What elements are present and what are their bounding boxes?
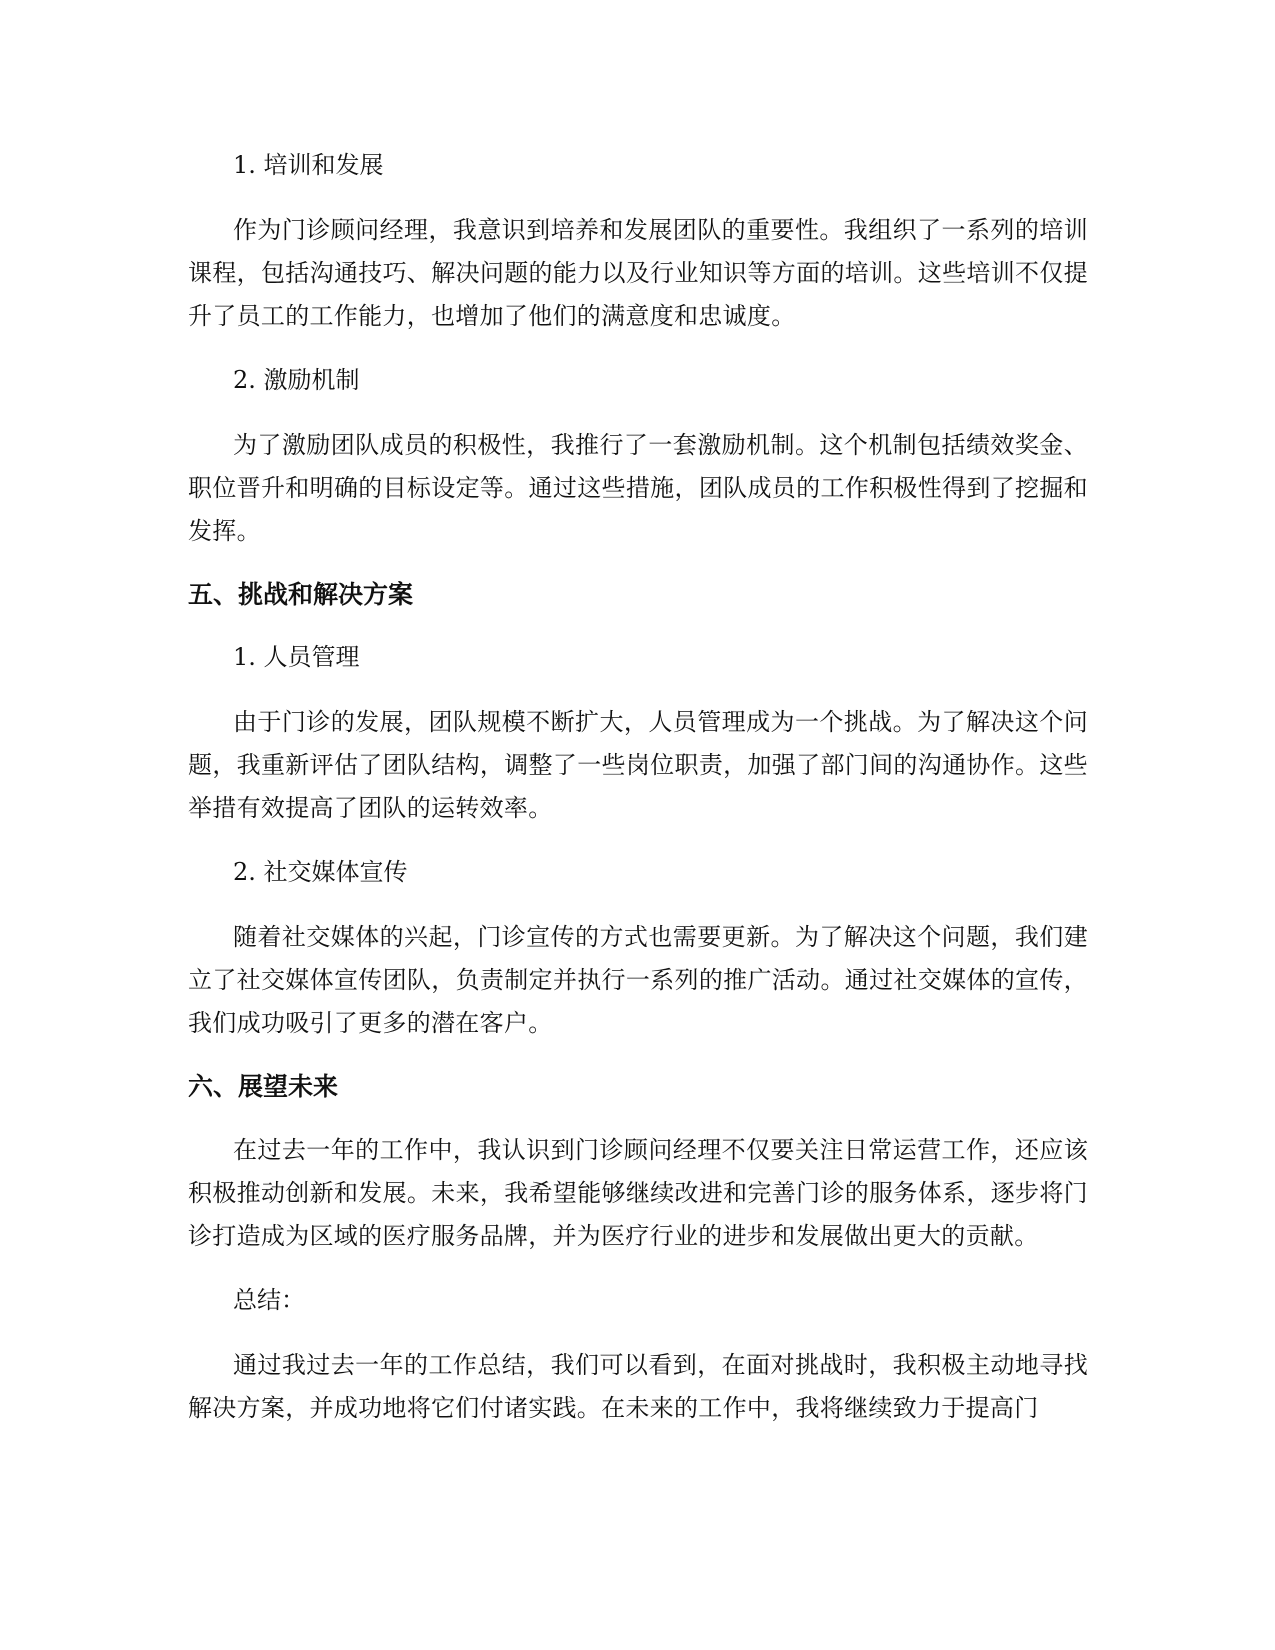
section-heading-challenges: 五、挑战和解决方案	[188, 580, 414, 609]
paragraph-outlook: 在过去一年的工作中，我认识到门诊顾问经理不仅要关注日常运营工作，还应该积极推动创新和发展。未来，我希望能够继续改进和完善门诊的服务体系，逐步将门诊打造成为区域的医疗服务品牌，并为医疗行业的进步和发展做出更大的贡献。	[188, 1136, 1088, 1250]
subsection-staff-management: 1. 人员管理	[233, 643, 360, 671]
paragraph-summary: 通过我过去一年的工作总结，我们可以看到，在面对挑战时，我积极主动地寻找解决方案，并成功地将它们付诸实践。在未来的工作中，我将继续致力于提高门	[188, 1351, 1088, 1422]
subsection-incentive-mechanism: 2. 激励机制	[233, 366, 360, 394]
subsection-training-development: 1. 培训和发展	[233, 151, 384, 179]
section-heading-outlook: 六、展望未来	[188, 1072, 339, 1101]
document-body	[188, 145, 1088, 1452]
subsection-social-media: 2. 社交媒体宣传	[233, 858, 408, 886]
paragraph-staff-management: 由于门诊的发展，团队规模不断扩大，人员管理成为一个挑战。为了解决这个问题，我重新评估了团队结构，调整了一些岗位职责，加强了部门间的沟通协作。这些举措有效提高了团队的运转效率。	[188, 708, 1088, 822]
summary-label: 总结：	[233, 1286, 305, 1314]
paragraph-training: 作为门诊顾问经理，我意识到培养和发展团队的重要性。我组织了一系列的培训课程，包括沟通技巧、解决问题的能力以及行业知识等方面的培训。这些培训不仅提升了员工的工作能力，也增加了他们的满意度和忠诚度。	[188, 216, 1088, 330]
paragraph-incentive: 为了激励团队成员的积极性，我推行了一套激励机制。这个机制包括绩效奖金、职位晋升和明确的目标设定等。通过这些措施，团队成员的工作积极性得到了挖掘和发挥。	[188, 431, 1088, 545]
paragraph-social-media: 随着社交媒体的兴起，门诊宣传的方式也需要更新。为了解决这个问题，我们建立了社交媒体宣传团队，负责制定并执行一系列的推广活动。通过社交媒体的宣传，我们成功吸引了更多的潜在客户。	[188, 923, 1088, 1037]
